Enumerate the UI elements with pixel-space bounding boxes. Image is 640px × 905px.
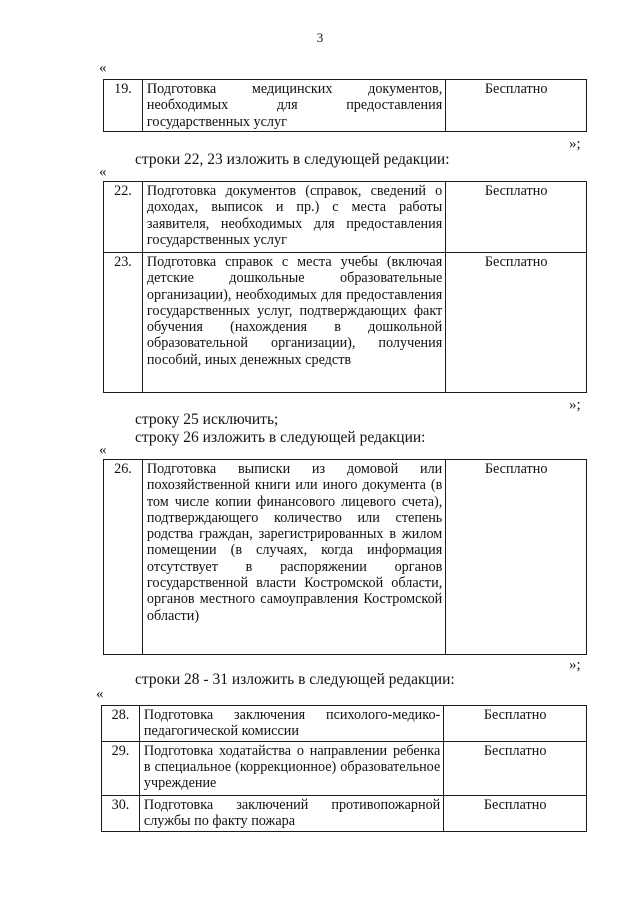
table-row (102, 795, 587, 831)
row-service-text: Подготовка ходатайства о направлении ребенка в специальное (коррекционное) образовательное учреждение (139, 741, 443, 795)
opening-quote: « (99, 60, 107, 76)
table-rows-22-23-block (103, 181, 587, 393)
page-number: 3 (316, 30, 324, 45)
closing-quote: »; (569, 657, 581, 673)
row-service-text: Подготовка медицинских документов, необходимых для предоставления государственных услуг (142, 80, 445, 132)
table-rows-28-30-block (101, 705, 587, 832)
row-number: 30. (102, 795, 140, 831)
table-row (104, 460, 587, 655)
instruction-row-26: строку 26 изложить в следующей редакции: (135, 429, 426, 446)
row-cost: Бесплатно (446, 182, 587, 253)
instruction-rows-28-31: строки 28 - 31 изложить в следующей редакции: (135, 671, 455, 688)
row-cost: Бесплатно (444, 741, 587, 795)
row-number: 28. (102, 706, 140, 742)
row-number: 19. (104, 80, 143, 132)
row-service-text: Подготовка заключения психолого-медико-педагогической комиссии (139, 706, 443, 742)
table-row (104, 253, 587, 393)
row-cost: Бесплатно (446, 253, 587, 393)
row-cost: Бесплатно (444, 795, 587, 831)
instruction-row-25: строку 25 исключить; (135, 411, 279, 428)
table-row (104, 182, 587, 253)
table-row (104, 80, 587, 132)
row-service-text: Подготовка заключений противопожарной службы по факту пожара (139, 795, 443, 831)
row-number: 22. (104, 182, 143, 253)
row-number: 23. (104, 253, 143, 393)
row-cost: Бесплатно (446, 460, 587, 655)
instruction-rows-22-23: строки 22, 23 изложить в следующей редакции: (135, 151, 450, 168)
row-number: 26. (104, 460, 143, 655)
closing-quote: »; (569, 136, 581, 152)
row-service-text: Подготовка справок с места учебы (включая детские дошкольные образовательные организации), необходимых для предоставления государственных услуг, подтверждающих факт обучения (нахождения в дошкольной образовательной организации), получения пособий, иных денежных средств (142, 253, 445, 393)
table-row (102, 706, 587, 742)
table-row (102, 741, 587, 795)
table-row-26-block (103, 459, 587, 655)
opening-quote: « (99, 442, 107, 458)
table-row-19-block (103, 79, 587, 132)
row-cost: Бесплатно (446, 80, 587, 132)
closing-quote: »; (569, 397, 581, 413)
row-service-text: Подготовка выписки из домовой или похозяйственной книги или иного документа (в том числе копии финансового лицевого счета), подтверждающего количество или степень родства граждан, зарегистрированных в жилом помещении (в случаях, когда информация отсутствует в распоряжении органов государственной власти Костромской области, органов местного самоуправления Костромской области) (142, 460, 445, 655)
row-number: 29. (102, 741, 140, 795)
row-service-text: Подготовка документов (справок, сведений о доходах, выписок и пр.) с места работы заявителя, необходимых для предоставления государственных услуг (142, 182, 445, 253)
opening-quote: « (96, 686, 104, 702)
opening-quote: « (99, 164, 107, 180)
row-cost: Бесплатно (444, 706, 587, 742)
